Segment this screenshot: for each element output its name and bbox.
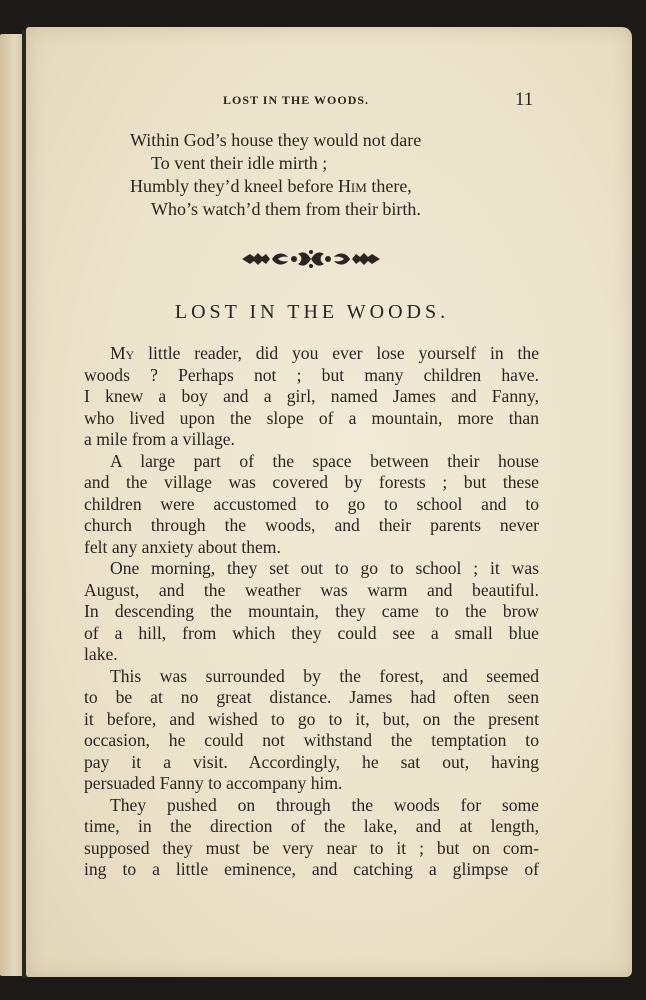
body-text	[84, 343, 539, 881]
text-line: pay it a visit. Accordingly, he sat out, having	[84, 751, 539, 772]
text-line: I knew a boy and a girl, named James and Fanny,	[84, 386, 539, 406]
text-line: ing to a little eminence, and catching a glimpse of	[84, 859, 539, 879]
text-line: time, in the direction of the lake, and at length,	[84, 816, 539, 836]
page-number: 11	[515, 89, 534, 110]
text-line: to be at no great distance. James had often seen	[84, 687, 539, 707]
text-line-rest: little reader, did you ever lose yourself in the	[148, 343, 540, 363]
poem-divine-name: Him	[337, 176, 367, 196]
text-line: They pushed on through the woods for some	[110, 794, 539, 815]
text-line: woods ? Perhaps not ; but many children have.	[84, 364, 539, 385]
text-line: a mile from a village.	[84, 429, 235, 449]
text-line: A large part of the space between their house	[110, 450, 539, 471]
text-line: it before, and wished to go to it, but, on the present	[84, 708, 539, 729]
poem-line: Who’s watch’d them from their birth.	[151, 199, 421, 219]
text-line	[84, 343, 539, 365]
poem-line: Within God’s house they would not dare	[130, 130, 422, 150]
text-line: children were accustomed to go to school and to	[84, 493, 539, 514]
text-line: and the village was covered by forests ; but these	[84, 472, 539, 492]
book-page	[26, 27, 632, 977]
poem-stanza	[130, 129, 550, 221]
previous-page-edge	[0, 34, 24, 976]
text-line: occasion, he could not withstand the temptation to	[84, 730, 539, 750]
text-line: One morning, they set out to go to school ; it was	[110, 558, 539, 578]
poem-line: To vent their idle mirth ;	[151, 153, 328, 173]
text-line: lake.	[84, 644, 118, 664]
text-line: persuaded Fanny to accompany him.	[84, 773, 343, 793]
dropcap-word: My	[110, 343, 135, 363]
decorative-fleuron-icon	[240, 248, 382, 270]
text-line: felt any anxiety about them.	[84, 536, 281, 557]
section-title: LOST IN THE WOODS.	[174, 301, 450, 323]
text-line: of a hill, from which they could see a small blue	[84, 622, 539, 643]
text-line: In descending the mountain, they came to the brow	[84, 601, 539, 621]
text-line: who lived upon the slope of a mountain, more than	[84, 407, 539, 428]
poem-line-text: there,	[371, 176, 412, 196]
poem-line	[130, 175, 550, 198]
text-line: church through the woods, and their parents never	[84, 515, 539, 535]
text-line: supposed they must be very near to it ; but on com-	[84, 837, 539, 858]
text-line: August, and the weather was warm and beautiful.	[84, 579, 539, 600]
running-title: LOST IN THE WOODS.	[223, 93, 370, 107]
poem-line-text: Humbly they’d kneel before	[130, 176, 334, 196]
text-line: This was surrounded by the forest, and seemed	[110, 665, 539, 686]
